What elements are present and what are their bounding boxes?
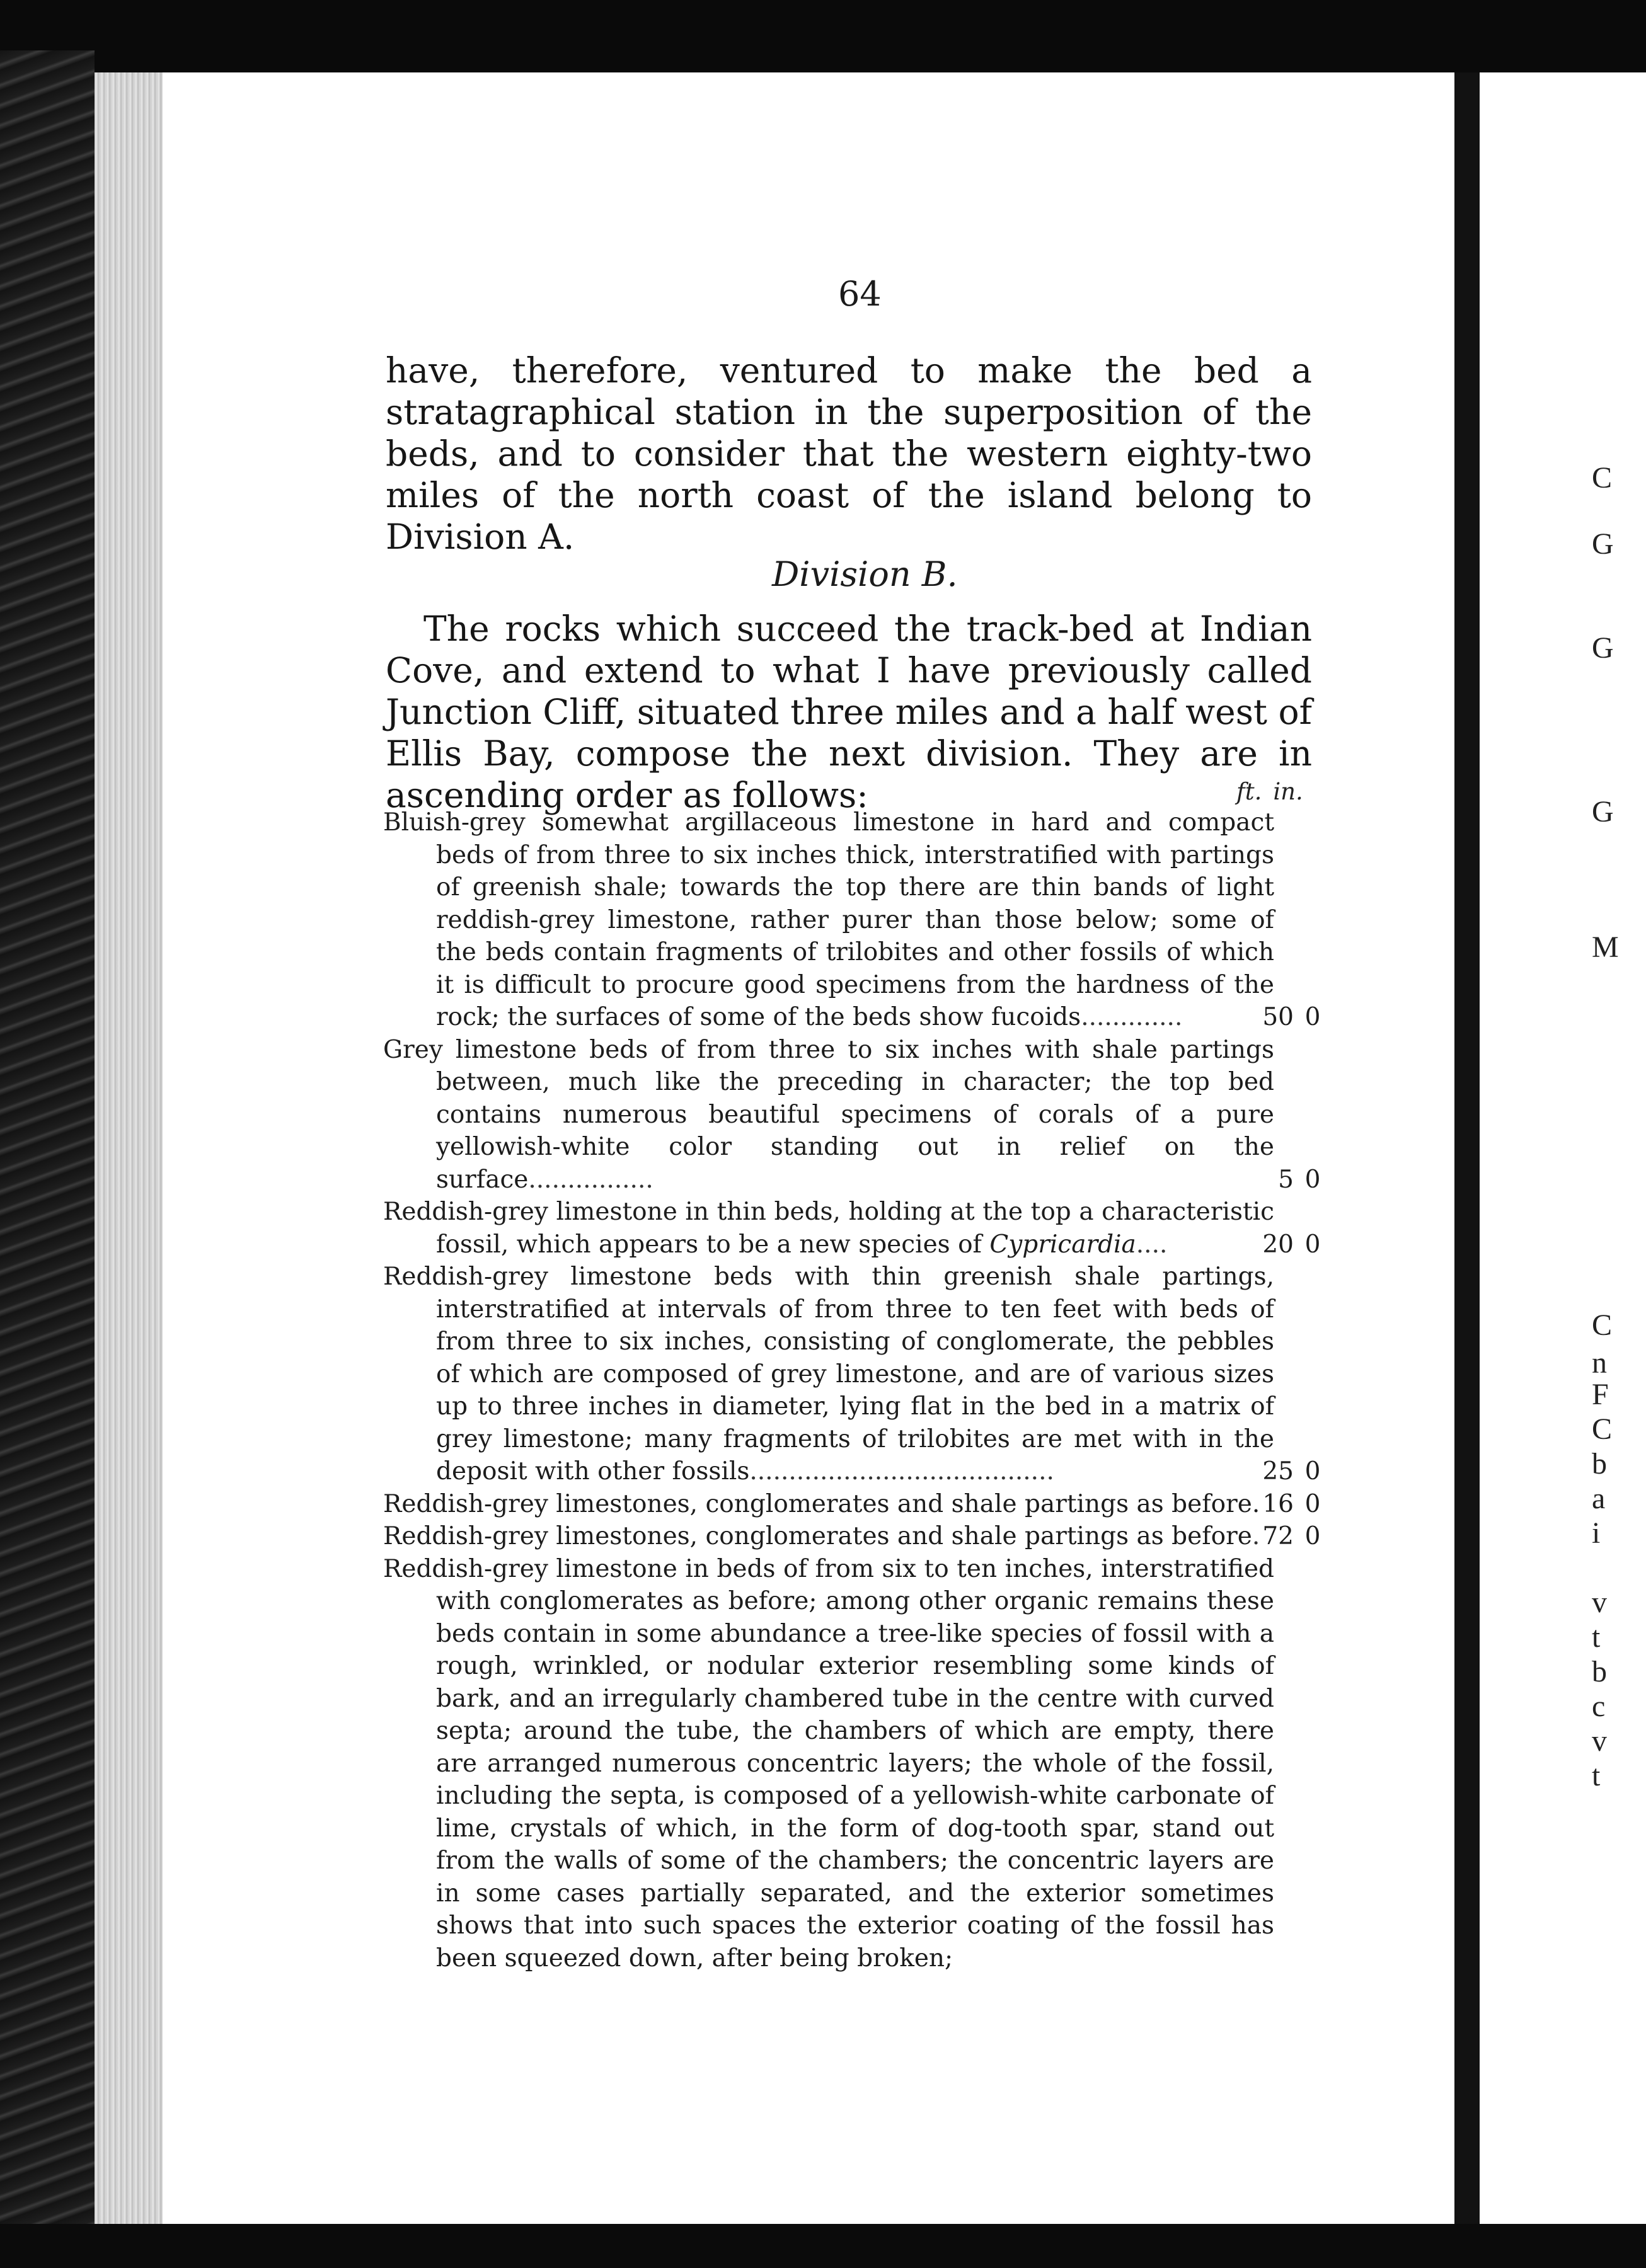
adjacent-page-letter: M <box>1592 931 1619 964</box>
unit-inches: in. <box>1273 778 1303 805</box>
adjacent-page-letter: c <box>1592 1690 1606 1723</box>
adjacent-page-letter: G <box>1592 795 1614 828</box>
units-header <box>1236 778 1315 805</box>
thickness-inches: 0 <box>1304 1165 1321 1194</box>
adjacent-page-letter: b <box>1592 1447 1607 1480</box>
strata-description: Reddish-grey limestones, conglomerates and shale partings as before. <box>383 1489 1260 1518</box>
strata-row <box>383 1261 1319 1488</box>
leader-dots: . <box>1252 1522 1260 1550</box>
thickness-inches: 0 <box>1304 1522 1321 1550</box>
scan-frame-top <box>0 0 1646 76</box>
scan-binding-shadow <box>0 50 95 2230</box>
thickness-feet: 50 <box>1262 1003 1294 1031</box>
strata-description: Bluish-grey somewhat argillaceous limestone in hard and compact beds of from three to six inches thick, interstratified with partings of greenish shale; towards the top there are thin bands of light reddish-grey limestone, rather purer than those below; some of the beds contain fragments of trilobites and other fossils of which it is difficult to procure good specimens from the hardness of the rock; the surfaces of some of the beds show fucoids <box>383 808 1274 1031</box>
intro-paragraph: have, therefore, ventured to make the bed a stratagraphical station in the superposition of the beds, and to consider that the western eighty-two miles of the north coast of the island belong to Division A. <box>386 350 1312 557</box>
strata-row <box>383 1034 1319 1196</box>
thickness-inches: 0 <box>1304 1457 1321 1486</box>
adjacent-page-fragment <box>1480 72 1646 2224</box>
leader-dots: ....................................... <box>749 1457 1054 1486</box>
adjacent-page-letter: i <box>1592 1516 1601 1550</box>
leader-dots: .... <box>1136 1230 1168 1259</box>
body-paragraph: The rocks which succeed the track-bed at Indian Cove, and extend to what I have previously called Junction Cliff, situated three miles and a half west of Ellis Bay, compose the next division. They are in ascending order as follows: <box>386 609 1312 815</box>
scan-frame-bottom <box>0 2224 1646 2268</box>
strata-table <box>383 806 1319 1974</box>
adjacent-page-letter: n <box>1592 1346 1607 1380</box>
adjacent-page-letter: F <box>1592 1378 1609 1411</box>
thickness-inches: 0 <box>1304 1489 1321 1518</box>
thickness-feet: 72 <box>1262 1522 1294 1550</box>
adjacent-page-letter: t <box>1592 1759 1601 1792</box>
adjacent-page-letter: b <box>1592 1655 1607 1688</box>
adjacent-page-letter: v <box>1592 1586 1607 1619</box>
thickness-feet: 20 <box>1262 1230 1294 1259</box>
thickness-inches: 0 <box>1304 1003 1321 1031</box>
adjacent-page-letter: v <box>1592 1724 1607 1758</box>
strata-row <box>383 1553 1319 1975</box>
page-gutter <box>1454 72 1480 2224</box>
strata-row <box>383 1196 1319 1261</box>
unit-feet: ft. <box>1236 778 1262 805</box>
strata-description: Reddish-grey limestones, conglomerates and shale partings as before <box>383 1522 1252 1550</box>
strata-description: Reddish-grey limestone in beds of from six to ten inches, interstratified with conglomerates as before; among other organic remains these beds contain in some abundance a tree-like species of fossil with a rough, wrinkled, or nodular exterior resembling some kinds of bark, and an irregularly chambered tube in the centre with curved septa; around the tube, the chambers of which are empty, there are arranged numerous concentric layers; the whole of the fossil, including the septa, is composed of a yellowish-white carbonate of lime, crystals of which, in the form of dog-tooth spar, stand out from the walls of some of the chambers; the concentric layers are in some cases partially separated, and the exterior sometimes shows that into such spaces the exterior coating of the fossil has been squeezed down, after being broken; <box>383 1554 1274 1973</box>
thickness-feet: 5 <box>1278 1165 1294 1194</box>
strata-description: Reddish-grey limestone beds with thin greenish shale partings, interstratified at intervals of from three to ten feet with beds of from three to six inches, consisting of conglomerate, the pebbles of which are composed of grey limestone, and are of various sizes up to three inches in diameter, lying flat in the bed in a matrix of grey limestone; many fragments of trilobites are met with in the deposit with other fossils <box>383 1263 1274 1486</box>
page-number: 64 <box>838 274 882 314</box>
adjacent-page-letter: C <box>1592 1412 1613 1446</box>
page-stack-edge <box>95 72 163 2224</box>
strata-description: Grey limestone beds of from three to six inches with shale partings between, much like the preceding in character; the top bed contains numerous beautiful specimens of corals of a pure yellowish-white color standing out in relief on the surface <box>383 1035 1274 1194</box>
species-name: Cypricardia <box>989 1230 1136 1259</box>
adjacent-page-letter: G <box>1592 631 1614 665</box>
strata-row <box>383 1488 1319 1521</box>
adjacent-page-letter: C <box>1592 461 1613 495</box>
thickness-inches: 0 <box>1304 1230 1321 1259</box>
adjacent-page-letter: G <box>1592 527 1614 561</box>
strata-description: Reddish-grey limestone in thin beds, holding at the top a characteristic fossil, which appears to be a new species of <box>383 1198 1274 1259</box>
thickness-feet: 16 <box>1262 1489 1294 1518</box>
thickness-feet: 25 <box>1262 1457 1294 1486</box>
strata-row <box>383 806 1319 1034</box>
division-heading: Division B. <box>772 554 958 594</box>
strata-row <box>383 1520 1319 1553</box>
adjacent-page-letter: a <box>1592 1482 1606 1515</box>
leader-dots: ................ <box>528 1165 653 1194</box>
adjacent-page-letter: C <box>1592 1309 1613 1342</box>
adjacent-page-letter: t <box>1592 1620 1601 1654</box>
leader-dots: ............. <box>1081 1003 1183 1031</box>
